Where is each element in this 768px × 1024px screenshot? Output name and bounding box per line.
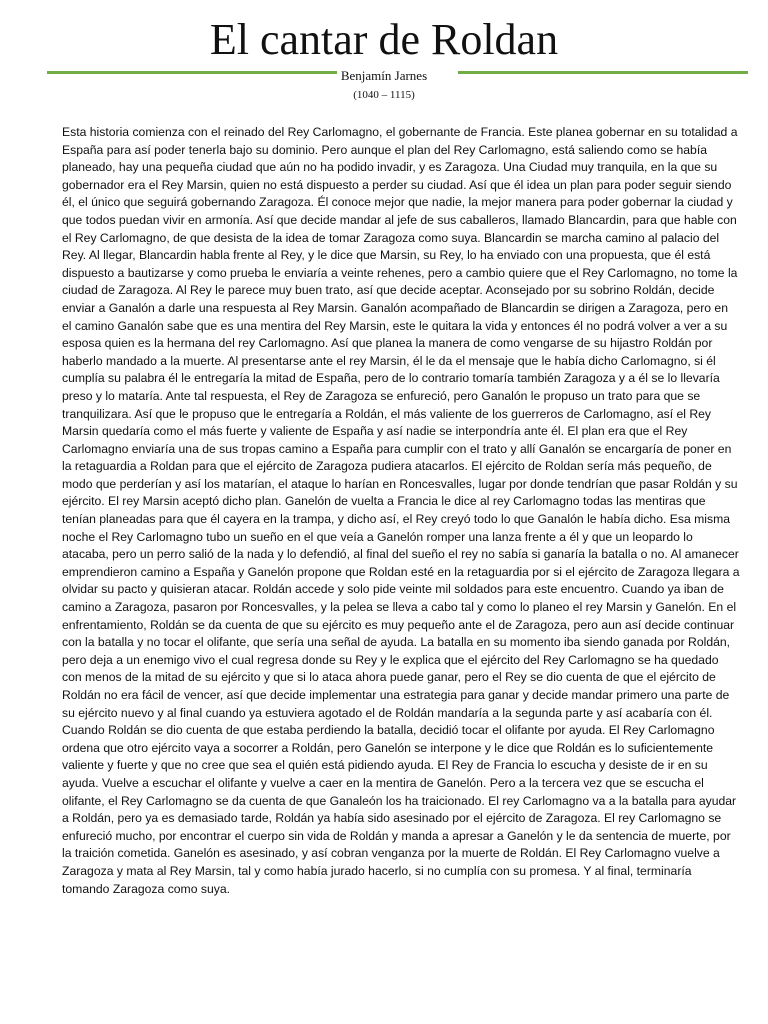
author-name: Benjamín Jarnes (340, 68, 428, 83)
author-dates: (1040 – 1115) (353, 89, 415, 101)
body-paragraph: Esta historia comienza con el reinado del Rey Carlomagno, el gobernante de Francia. Este planea gobernar en su totalidad a España para así poder tenerla bajo su dominio. Pero aunque el plan del Rey Carlomagno, está saliendo como se había planeado, hay una pequeña ciudad que aún no ha podido invadir, y es Zaragoza. Una Ciudad muy tranquila, en la que su gobernador era el Rey Marsin, quien no está dispuesto a perder su ciudad. Así que él idea un plan para poder seguir siendo él, el único que seguirá gobernando Zaragoza. Él conoce mejor que nadie, la mejor manera para poder gobernar la ciudad y que todos puedan vivir en armonía. Así que decide mandar al jefe de sus caballeros, llamado Blancardin, para que hable con el Rey Carlomagno, de que desista de la idea de tomar Zaragoza como suya. Blancardin se marcha camino al palacio del Rey. Al llegar, Blancardin habla frente al Rey, y le dice que Marsin, su Rey, lo ha enviado con una propuesta, que él está dispuesto a bautizarse y como prueba le enviaría a veinte rehenes, pero a cambio quiere que el Rey Carlomagno, no tome la ciudad de Zaragoza. Al Rey le parece muy buen trato, así que decide aceptar. Aconsejado por su sobrino Roldán, decide enviar a Ganalón a darle una respuesta al Rey Marsin. Ganalón acompañado de Blancardin se dirigen a Zaragoza, pero en el camino Ganalón sabe que es una mentira del Rey Marsin, este le quitara la vida y entonces él no podrá volver a ver a su esposa quien es la hermana del rey Carlomagno. Así que planea la manera de como vengarse de su hijastro Roldán por haberlo mandado a la muerte. Al presentarse ante el rey Marsin, él le da el mensaje que le había dicho Carlomagno, si él cumplía su palabra él le entregaría la mitad de España, pero de lo contrario tomaría también Zaragoza y a él se lo llevaría preso y lo mataría. Ante tal respuesta, el Rey de Zaragoza se enfureció, pero Ganalón le propuso un trato para que se tranquilizara. Así que le propuso que le entregaría a Roldán, el más valiente de los guerreros de Carlomagno, así el Rey Marsin quedaría como el más fuerte y valiente de España y así nadie se interpondría ante él. El plan era que el Rey Carlomagno enviaría una de sus tropas camino a España para cumplir con el trato y allí Ganalón se encargaría de poner en la retaguardia a Roldan para que el ejército de Zaragoza pudiera atacarlos. El ejército de Roldan sería más pequeño, de modo que perderían y así los matarían, el ataque lo harían en Roncesvalles, lugar por donde tendrían que pasar Roldán y su ejército. El rey Marsin aceptó dicho plan. Ganelón de vuelta a Francia le dice al rey Carlomagno todas las mentiras que tenían planeadas para que él cayera en la trampa, y dicho así, el Rey creyó todo lo que Ganalón le había dicho. Esa misma noche el Rey Carlomagno tubo un sueño en el que veía a Ganelón romper una lanza frente a él y que un leopardo lo atacaba, pero un perro salió de la nada y lo defendió, al final del sueño el rey no sabía si ganaría la batalla o no. Al amanecer emprendieron camino a España y Ganelón propone que Roldan esté en la retaguardia por si el ejército de Zaragoza llegara a olvidar su pacto y quisieran atacar. Roldán accede y solo pide veinte mil soldados para este encuentro. Cuando ya iban de camino a Zaragoza, pasaron por Roncesvalles, y la pelea se lleva a cabo tal y como lo planeo el rey Marsin y Ganelón. En el enfrentamiento, Roldán se da cuenta de que su ejército es muy pequeño ante el de Zaragoza, pero aun así decide continuar con la batalla y no tocar el olifante, que sería una señal de ayuda. La batalla en su momento iba siendo ganada por Roldán, pero deja a un enemigo vivo el cual regresa donde su Rey y le explica que el ejército del Rey Carlomagno se ha quedado con menos de la mitad de su ejército y que si lo ataca ahora puede ganar, pero el Rey se dio cuenta de que el ejército de Roldán no era fácil de vencer, así que decide implementar una estrategia para ganar y decide mandar primero una parte de su ejército nuevo y al final cuando ya estuviera agotado el de Roldán mandaría a la segunda parte y así acabaría con él. Cuando Roldán se dio cuenta de que estaba perdiendo la batalla, decidió tocar el olifante por ayuda. El Rey Carlomagno ordena que otro ejército vaya a socorrer a Roldán, pero Ganelón se interpone y le dice que Roldán es lo suficientemente valiente y fuerte y que no cree que sea el quién está pidiendo ayuda. El Rey de Francia lo escucha y desiste de ir en su ayuda. Vuelve a escuchar el olifante y vuelve a caer en la mentira de Ganelón. Pero a la tercera vez que se escucha el olifante, el Rey Carlomagno se da cuenta de que Ganaleón los ha traicionado. El rey Carlomagno va a la batalla para ayudar a Roldán, pero ya es demasiado tarde, Roldán ya había sido asesinado por el ejército de Zaragoza. El rey Carlomagno se enfureció mucho, por encontrar el cuerpo sin vida de Roldán y manda a apresar a Ganelón y le da sentencia de muerte, por la traición cometida. Ganelón es asesinado, y así cobran venganza por la muerte de Roldán. El Rey Carlomagno vuelve a Zaragoza y mata al Rey Marsin, tal y como había jurado hacerlo, si no cumplía con su promesa. Y al final, terminaría tomando Zaragoza como suya. (62, 125, 740, 896)
document-title: El cantar de Roldan (209, 15, 559, 64)
